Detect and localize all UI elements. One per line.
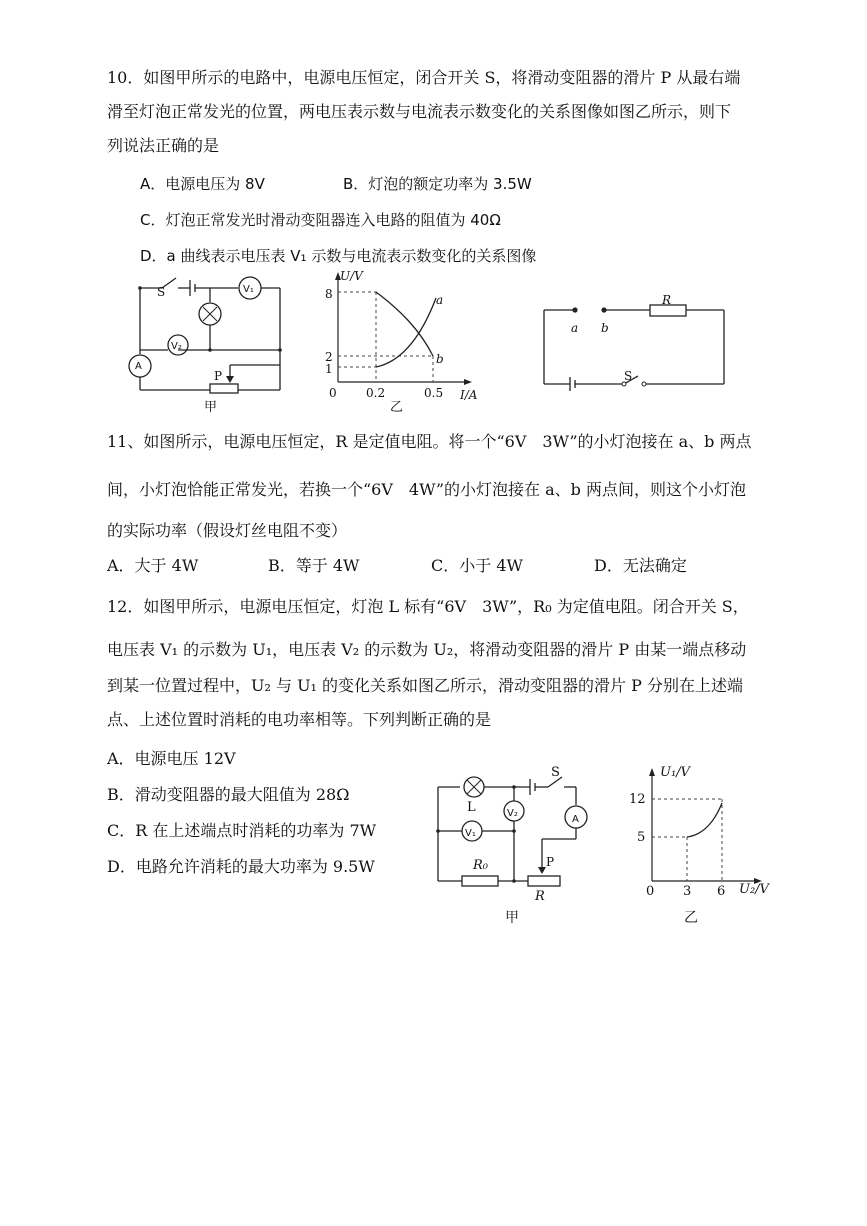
q10-graph-x-tick-0-5: 0.5 (424, 386, 444, 400)
q12-v1-label: V₁ (465, 828, 476, 839)
q11-point-a: a (571, 321, 579, 335)
q12-rheostat-label: R (535, 889, 545, 904)
q10-graph-curve-b-label: b (436, 352, 444, 366)
q12-stem-line-4: 点、上述位置时消耗的电功率相等。下列判断正确的是 (107, 710, 492, 729)
q12-circuit-caption: 甲 (505, 910, 519, 926)
q12-graph-y-tick-5: 5 (637, 830, 646, 845)
q11-stem-line-1: 11、如图所示，电源电压恒定，R 是定值电阻。将一个“6V 3W”的小灯泡接在 a、b 两点 (107, 432, 752, 451)
q12-option-d: D．电路允许消耗的最大功率为 9.5W (107, 857, 375, 876)
q10-v1-label: V₁ (243, 284, 254, 295)
q11-resistor-label: R (662, 293, 672, 307)
q10-graph-y-tick-1: 1 (325, 362, 333, 376)
q10-graph-origin: 0 (329, 386, 337, 400)
q10-circuit-caption: 甲 (204, 400, 218, 415)
q10-stem-line-2: 滑至灯泡正常发光的位置，两电压表示数与电流表示数变化的关系图像如图乙所示，则下 (107, 102, 732, 121)
q12-stem-line-3: 到某一位置过程中，U₂ 与 U₁ 的变化关系如图乙所示，滑动变阻器的滑片 P 分别在上述端 (107, 676, 743, 695)
q10-option-d: D．a 曲线表示电压表 V₁ 示数与电流表示数变化的关系图像 (140, 247, 537, 265)
q12-graph (640, 765, 780, 895)
q12-v2-label: V₂ (507, 808, 518, 819)
q12-option-b: B．滑动变阻器的最大阻值为 28Ω (107, 785, 350, 804)
q11-point-b: b (601, 321, 609, 335)
q12-ammeter-label: A (572, 814, 579, 825)
q12-circuit-diagram (430, 775, 610, 895)
q12-slider-label: P (546, 855, 555, 869)
q10-option-a: A．电源电压为 8V (140, 175, 265, 193)
q12-graph-y-tick-12: 12 (629, 792, 646, 807)
q12-r0-label: R₀ (473, 858, 488, 873)
q11-option-d: D．无法确定 (594, 556, 687, 575)
q12-stem-line-1: 12．如图甲所示，电源电压恒定，灯泡 L 标有“6V 3W”，R₀ 为定值电阻。闭合开关 S， (107, 597, 749, 616)
q11-option-a: A．大于 4W (107, 556, 199, 575)
q11-circuit-diagram (540, 298, 730, 393)
q10-v2-label: V₂ (171, 341, 182, 352)
q11-option-c: C．小于 4W (431, 556, 523, 575)
q10-ammeter-label: A (135, 361, 142, 372)
q12-lamp-label: L (467, 800, 476, 815)
q10-graph-y-tick-2: 2 (325, 350, 333, 364)
q10-option-c: C．灯泡正常发光时滑动变阻器连入电路的阻值为 40Ω (140, 211, 501, 229)
q10-graph-x-axis-label: I/A (460, 388, 478, 402)
q10-graph-curve-a-label: a (436, 293, 444, 307)
q10-stem-line-1: 10．如图甲所示的电路中，电源电压恒定，闭合开关 S，将滑动变阻器的滑片 P 从最右端 (107, 68, 741, 87)
q12-graph-x-tick-3: 3 (683, 884, 692, 899)
q12-graph-x-tick-6: 6 (717, 884, 726, 899)
q12-graph-x-axis-label: U₂/V (739, 882, 769, 897)
q10-slider-label: P (214, 369, 223, 383)
q10-graph-y-tick-8: 8 (325, 287, 333, 301)
q10-stem-line-3: 列说法正确的是 (107, 136, 220, 155)
q10-option-b: B．灯泡的额定功率为 3.5W (343, 175, 532, 193)
q10-graph-caption: 乙 (390, 400, 404, 415)
q11-option-b: B．等于 4W (268, 556, 360, 575)
q12-stem-line-2: 电压表 V₁ 的示数为 U₁，电压表 V₂ 的示数为 U₂，将滑动变阻器的滑片 P 由某一端点移动 (107, 640, 747, 659)
q12-option-a: A．电源电压 12V (107, 749, 236, 768)
q11-stem-line-2: 间，小灯泡恰能正常发光，若换一个“6V 4W”的小灯泡接在 a、b 两点间，则这个小灯泡 (107, 480, 746, 499)
q11-stem-line-3: 的实际功率（假设灯丝电阻不变） (107, 521, 348, 540)
q12-graph-caption: 乙 (684, 910, 698, 926)
q10-graph-x-tick-0-2: 0.2 (366, 386, 386, 400)
q10-graph-y-axis-label: U/V (340, 269, 363, 283)
q10-switch-label: S (157, 285, 166, 299)
q12-graph-y-axis-label: U₁/V (660, 765, 690, 780)
q10-graph (320, 270, 490, 400)
q12-switch-label: S (551, 765, 560, 780)
q12-option-c: C．R 在上述端点时消耗的功率为 7W (107, 821, 377, 840)
q12-graph-origin: 0 (646, 884, 655, 899)
q11-switch-label: S (624, 369, 633, 383)
